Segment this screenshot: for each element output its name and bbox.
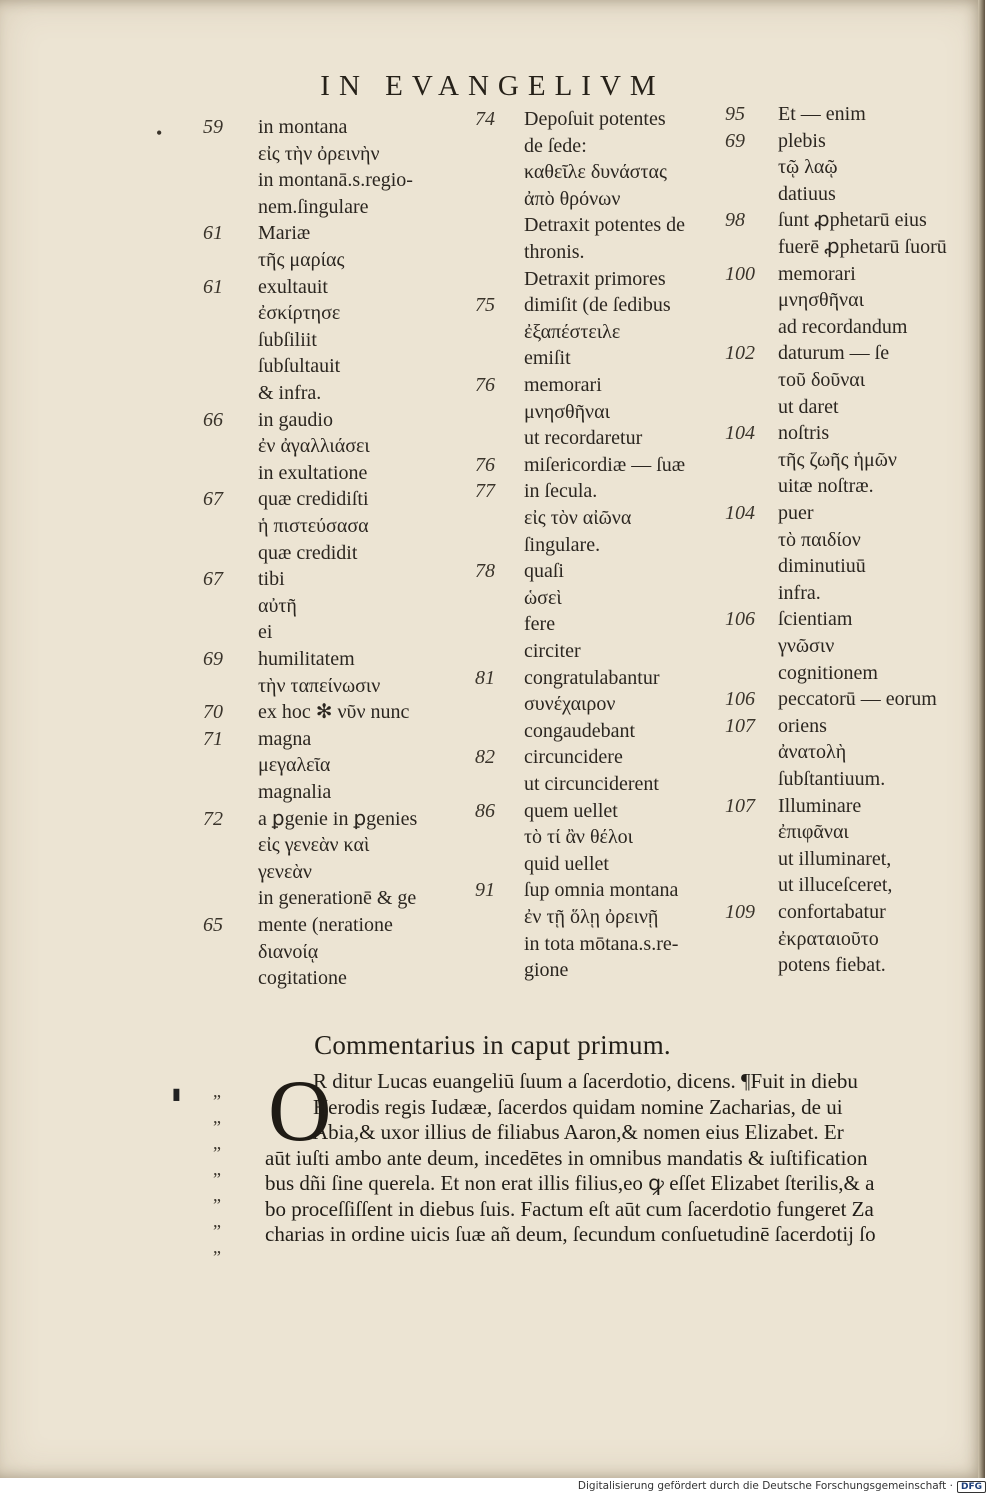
gloss-entry: circuncidere bbox=[524, 746, 623, 768]
verse-number: 77 bbox=[475, 480, 495, 502]
gloss-entry: συνέχαιρον bbox=[524, 693, 616, 715]
commentary-line: bo proceſſiſſent in diebus ſuis. Factum eſt aūt cum ſacerdotio fungeret Za bbox=[265, 1196, 874, 1221]
verse-number: 109 bbox=[725, 901, 755, 923]
gloss-entry: ut daret bbox=[778, 396, 839, 418]
verse-number: 75 bbox=[475, 294, 495, 316]
gloss-entry: in generationē & ge bbox=[258, 887, 417, 909]
verse-number: 61 bbox=[203, 276, 223, 298]
gloss-entry: ſubſultauit bbox=[258, 355, 341, 377]
gloss-entry: ut illuceſceret, bbox=[778, 874, 893, 896]
gloss-entry: τὸ τί ἂν θέλοι bbox=[524, 826, 634, 848]
gloss-entry: ut recordaretur bbox=[524, 427, 643, 449]
quotation-margin-marks bbox=[213, 1078, 243, 1260]
quote-mark: „ bbox=[213, 1185, 221, 1205]
quote-mark: „ bbox=[213, 1133, 221, 1153]
quote-mark: „ bbox=[213, 1159, 221, 1179]
gloss-entry: ad recordandum bbox=[778, 316, 908, 338]
commentary-line: R ditur Lucas euangeliū ſuum a ſacerdotio, dicens. ¶Fuit in diebu bbox=[313, 1069, 858, 1093]
gloss-entry: memorari bbox=[778, 263, 856, 285]
gloss-entry: ἐπιφᾶναι bbox=[778, 821, 849, 843]
gloss-entry: puer bbox=[778, 502, 814, 524]
gloss-entry: fuerē ꝓphetarū ſuorū bbox=[778, 236, 947, 258]
gloss-entry: τοῦ δοῦναι bbox=[778, 369, 866, 391]
gloss-entry: ἀνατολὴ bbox=[778, 741, 847, 763]
gloss-entry: & infra. bbox=[258, 382, 322, 404]
gloss-entry: circiter bbox=[524, 640, 581, 662]
verse-number: 102 bbox=[725, 342, 755, 364]
gloss-entry: ἐξαπέστειλε bbox=[524, 321, 621, 343]
quote-mark: „ bbox=[213, 1107, 221, 1127]
gloss-entry: ἐν ἀγαλλιάσει bbox=[258, 435, 370, 457]
verse-number: 61 bbox=[203, 222, 223, 244]
gloss-entry: thronis. bbox=[524, 241, 585, 263]
gloss-entry: Mariæ bbox=[258, 222, 311, 244]
gloss-entry: τὴν ταπείνωσιν bbox=[258, 675, 381, 697]
gloss-entry: diminutiuū bbox=[778, 555, 866, 577]
gloss-entry: διανοίᾳ bbox=[258, 941, 319, 963]
verse-number: 98 bbox=[725, 209, 745, 231]
gloss-entry: quem uellet bbox=[524, 800, 618, 822]
quote-mark: „ bbox=[213, 1211, 221, 1231]
gloss-entry: infra. bbox=[778, 582, 821, 604]
gloss-entry: ſubſtantiuum. bbox=[778, 768, 886, 790]
verse-number: 67 bbox=[203, 568, 223, 590]
margin-dot: • bbox=[156, 123, 163, 143]
dfg-logo-icon: DFG bbox=[957, 1481, 986, 1493]
stray-mark: ▮ bbox=[172, 1086, 181, 1103]
gloss-entry: γνῶσιν bbox=[778, 635, 835, 657]
gloss-entry: ſubſiliit bbox=[258, 329, 317, 351]
gloss-entry: a ꝑgenie in ꝑgenies bbox=[258, 808, 418, 830]
gloss-entry: magnalia bbox=[258, 781, 332, 803]
verse-number: 72 bbox=[203, 808, 223, 830]
commentary-line: aūt iuſti ambo ante deum, incedētes in omnibus mandatis & iuſtification bbox=[265, 1145, 868, 1170]
gloss-entry: αὐτῆ bbox=[258, 595, 297, 617]
page-edge-shadow bbox=[978, 0, 985, 1478]
gloss-entry: ſcientiam bbox=[778, 608, 853, 630]
gloss-entry: cognitionem bbox=[778, 662, 878, 684]
gloss-entry: plebis bbox=[778, 130, 826, 152]
gloss-entry: uitæ noſtræ. bbox=[778, 475, 874, 497]
gloss-entry: nem.ſingulare bbox=[258, 196, 369, 218]
verse-number: 74 bbox=[475, 108, 495, 130]
gloss-entry: fere bbox=[524, 613, 556, 635]
verse-number: 104 bbox=[725, 422, 755, 444]
gloss-entry: in tota mōtana.s.re- bbox=[524, 933, 679, 955]
verse-number: 82 bbox=[475, 746, 495, 768]
gloss-entry: congaudebant bbox=[524, 720, 636, 742]
gloss-entry: oriens bbox=[778, 715, 827, 737]
verse-number: 67 bbox=[203, 488, 223, 510]
verse-number: 65 bbox=[203, 914, 223, 936]
gloss-entry: τῆς μαρίας bbox=[258, 249, 345, 271]
gloss-entry: Detraxit potentes de bbox=[524, 214, 686, 236]
gloss-entry: Detraxit primores bbox=[524, 268, 666, 290]
gloss-entry: εἰς τὸν αἰῶνα bbox=[524, 507, 632, 529]
gloss-entry: in montana bbox=[258, 116, 348, 138]
verse-number: 95 bbox=[725, 103, 745, 125]
quote-mark: „ bbox=[213, 1081, 221, 1101]
gloss-entry: noſtris bbox=[778, 422, 830, 444]
verse-number: 106 bbox=[725, 688, 755, 710]
gloss-entry: ſunt ꝓphetarū eius bbox=[778, 209, 927, 231]
commentary-title: Commentarius in caput primum. bbox=[314, 1030, 671, 1060]
gloss-entry: magna bbox=[258, 728, 312, 750]
gloss-entry: ex hoc ✻ νῦν nunc bbox=[258, 701, 410, 723]
gloss-entry: ἐν τῇ ὅλῃ ὀρεινῇ bbox=[524, 906, 659, 928]
gloss-entry: confortabatur bbox=[778, 901, 886, 923]
gloss-entry: ἐσκίρτησε bbox=[258, 302, 341, 324]
gloss-entry: τῆς ζωῆς ἡμῶν bbox=[778, 449, 897, 471]
gloss-entry: καθεῖλε δυνάστας bbox=[524, 161, 667, 183]
gloss-entry: ἡ πιστεύσασα bbox=[258, 515, 369, 537]
gloss-entry: cogitatione bbox=[258, 967, 347, 989]
gloss-entry: in ſecula. bbox=[524, 480, 598, 502]
gloss-entry: ut illuminaret, bbox=[778, 848, 892, 870]
gloss-entry: μνησθῆναι bbox=[524, 401, 610, 423]
gloss-entry: peccatorū — eorum bbox=[778, 688, 937, 710]
gloss-entry: ut circunciderent bbox=[524, 773, 659, 795]
commentary-line: bus dñi ſine querela. Et non erat illis filius,eo ꝙ eſſet Elizabet ſterilis,& a bbox=[265, 1171, 875, 1195]
verse-number: 91 bbox=[475, 879, 495, 901]
gloss-entry: μνησθῆναι bbox=[778, 289, 864, 311]
gloss-entry: τῷ λαῷ bbox=[778, 156, 838, 178]
gloss-entry: ὡσεὶ bbox=[524, 587, 562, 609]
gloss-entry: daturum — ſe bbox=[778, 342, 890, 364]
gloss-entry: potens fiebat. bbox=[778, 954, 886, 976]
gloss-entry: in gaudio bbox=[258, 409, 333, 431]
verse-number: 59 bbox=[203, 116, 223, 138]
gloss-entry: ſup omnia montana bbox=[524, 879, 679, 901]
gloss-entry: de ſede: bbox=[524, 135, 587, 157]
verse-number: 66 bbox=[203, 409, 223, 431]
gloss-entry: Et — enim bbox=[778, 103, 866, 125]
gloss-entry: tibi bbox=[258, 568, 285, 590]
quote-mark: „ bbox=[213, 1237, 221, 1257]
verse-number: 69 bbox=[725, 130, 745, 152]
gloss-entry: quaſi bbox=[524, 560, 564, 582]
verse-number: 107 bbox=[725, 795, 755, 817]
verse-number: 81 bbox=[475, 667, 495, 689]
gloss-entry: εἰς γενεὰν καὶ bbox=[258, 834, 370, 856]
verse-number: 70 bbox=[203, 701, 223, 723]
gloss-entry: τὸ παιδίον bbox=[778, 529, 861, 551]
verse-number: 78 bbox=[475, 560, 495, 582]
verse-number: 86 bbox=[475, 800, 495, 822]
gloss-entry: quæ credidit bbox=[258, 542, 358, 564]
gloss-entry: γενεὰν bbox=[258, 861, 312, 883]
gloss-entry: ἐκραταιοῦτο bbox=[778, 928, 879, 950]
digitization-footer bbox=[578, 1480, 986, 1493]
gloss-entry: ei bbox=[258, 621, 273, 643]
gloss-entry: emiſit bbox=[524, 347, 571, 369]
gloss-entry: gione bbox=[524, 959, 569, 981]
gloss-entry: memorari bbox=[524, 374, 602, 396]
gloss-entry: miſericordiæ — ſuæ bbox=[524, 454, 686, 476]
gloss-entry: quæ credidiſti bbox=[258, 488, 369, 510]
verse-number: 71 bbox=[203, 728, 223, 750]
gloss-entry: quid uellet bbox=[524, 853, 609, 875]
verse-number: 69 bbox=[203, 648, 223, 670]
gloss-entry: exultauit bbox=[258, 276, 328, 298]
gloss-entry: dimiſit (de ſedibus bbox=[524, 294, 671, 316]
gloss-entry: congratulabantur bbox=[524, 667, 660, 689]
gloss-entry: in montanā.s.regio- bbox=[258, 169, 413, 191]
gloss-entry: mente (neratione bbox=[258, 914, 393, 936]
verse-number: 76 bbox=[475, 374, 495, 396]
commentary-line: Abia,& uxor illius de filiabus Aaron,& nomen eius Elizabet. Er bbox=[313, 1120, 844, 1144]
gloss-entry: ſingulare. bbox=[524, 534, 601, 556]
commentary-line: Herodis regis Iudææ, ſacerdos quidam nomine Zacharias, de ui bbox=[313, 1094, 843, 1119]
commentary-line: charias in ordine uicis ſuæ añ deum, ſecundum conſuetudinē ſacerdotij ſo bbox=[265, 1222, 876, 1246]
gloss-entry: μεγαλεῖα bbox=[258, 754, 331, 776]
gloss-entry: Depoſuit potentes bbox=[524, 108, 666, 130]
verse-number: 76 bbox=[475, 454, 495, 476]
gloss-entry: ἀπὸ θρόνων bbox=[524, 188, 621, 210]
gloss-entry: in exultatione bbox=[258, 462, 368, 484]
gloss-entry: humilitatem bbox=[258, 648, 355, 670]
gloss-entry: εἰς τὴν ὀρεινὴν bbox=[258, 143, 380, 165]
running-head: IN EVANGELIVM bbox=[320, 70, 665, 102]
gloss-entry: datiuus bbox=[778, 183, 836, 205]
drop-cap: O bbox=[268, 1063, 332, 1160]
verse-number: 107 bbox=[725, 715, 755, 737]
verse-number: 100 bbox=[725, 263, 755, 285]
gloss-entry: Illuminare bbox=[778, 795, 862, 817]
verse-number: 106 bbox=[725, 608, 755, 630]
verse-number: 104 bbox=[725, 502, 755, 524]
footer-text: Digitalisierung gefördert durch die Deutsche Forschungsgemeinschaft · bbox=[577, 1480, 953, 1492]
